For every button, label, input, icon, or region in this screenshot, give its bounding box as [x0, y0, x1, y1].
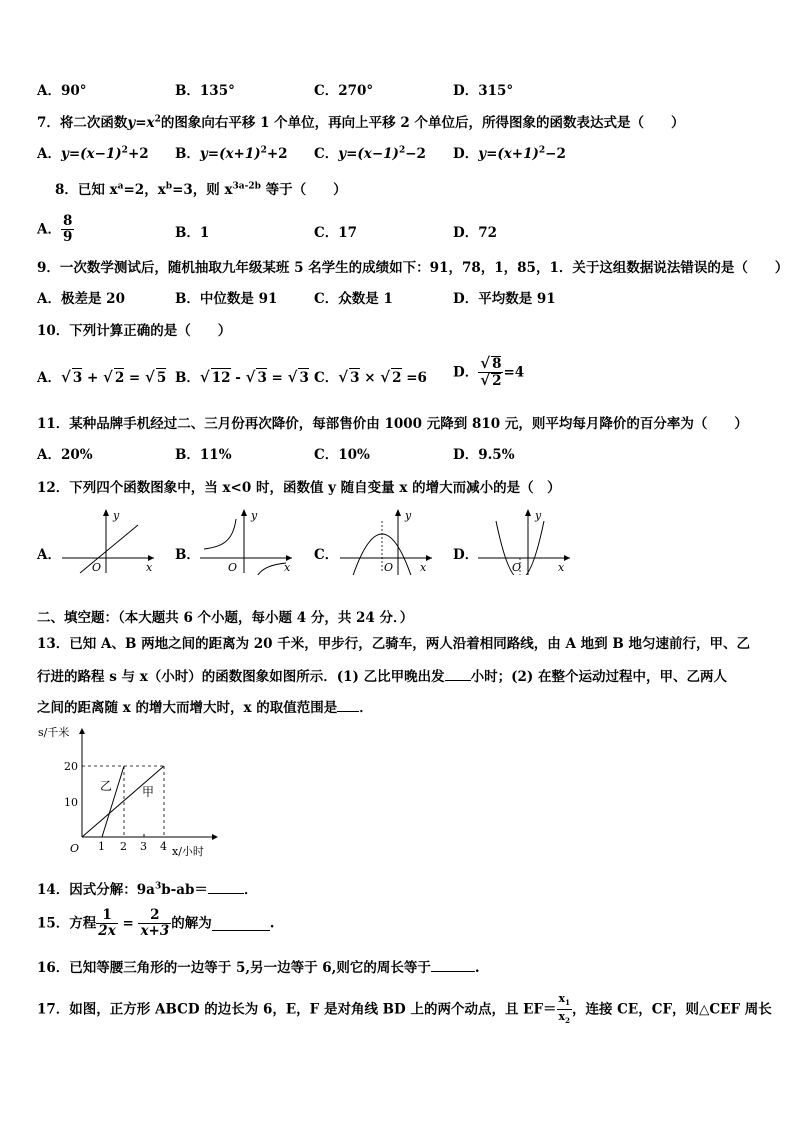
- q9-option-d: D．平均数是 91: [453, 291, 556, 307]
- q11-option-c: C．10%: [314, 447, 370, 463]
- q16-blank[interactable]: [431, 957, 475, 972]
- q10-option-a: A．√ 3 + √ 2 = √ 5: [37, 368, 167, 386]
- svg-text:2: 2: [120, 840, 127, 853]
- section-2-heading: 二、填空题：（本大题共 6 个小题，每小题 4 分，共 24 分．）: [37, 610, 414, 626]
- q12-graph-b: [200, 507, 300, 575]
- q6-option-c: C．270°: [314, 83, 374, 99]
- svg-text:O: O: [70, 842, 80, 855]
- q11-option-b: B．11%: [175, 447, 232, 463]
- svg-text:O: O: [92, 561, 102, 574]
- q12-graph-a: [62, 507, 162, 575]
- q8-option-b: B．1: [175, 225, 210, 241]
- q11-stem: 11．某种品牌手机经过二、三月份再次降价，每部售价由 1000 元降到 810 元，则平均每月降价的百分率为（ ）: [37, 416, 748, 432]
- q12-graph-d: [478, 507, 578, 575]
- svg-text:20: 20: [64, 760, 78, 773]
- q13-graph: [38, 722, 228, 862]
- q12-option-a: A．: [37, 547, 61, 563]
- q7-option-d: D．$y=(x+1)^2-2$: [453, 145, 566, 162]
- q10-stem: 10．下列计算正确的是（ ）: [37, 323, 232, 339]
- svg-text:s/千米: s/千米: [38, 726, 70, 739]
- svg-text:O: O: [384, 561, 394, 574]
- q12-option-b: B．: [175, 547, 200, 563]
- q8-option-d: D．72: [453, 225, 497, 241]
- q13-line-3: 之间的距离随 x 的增大而增大时，x 的取值范围是 ．: [37, 697, 373, 717]
- svg-text:x: x: [284, 561, 291, 574]
- q7-option-b: B．$y=(x+1)^2+2$: [175, 145, 288, 162]
- q9-option-a: A．极差是 20: [37, 291, 125, 307]
- svg-text:y: y: [535, 509, 542, 522]
- q9-option-b: B．中位数是 91: [175, 291, 278, 307]
- q13-blank-1[interactable]: [445, 666, 471, 681]
- q12-graph-c: [340, 507, 440, 575]
- q14-stem: 14．因式分解：$9a^3b-ab=$ ．: [37, 879, 257, 899]
- svg-text:O: O: [512, 561, 522, 574]
- svg-text:y: y: [113, 509, 120, 522]
- q7-option-c: C．$y=(x-1)^2-2$: [314, 145, 426, 162]
- q17-stem: 17．如图，正方形 ABCD 的边长为 6，E，F 是对角线 BD 上的两个动点，且 EF＝ $\frac{x_1}{x_2}$ ，连接 CE，CF，则△CEF 周长: [37, 992, 772, 1026]
- q6-option-d: D．315°: [453, 83, 514, 99]
- q12-option-c: C．: [314, 547, 339, 563]
- q6-option-a: A．90°: [37, 83, 87, 99]
- svg-text:4: 4: [160, 840, 167, 853]
- svg-text:y: y: [405, 509, 412, 522]
- q13-blank-2[interactable]: [337, 697, 359, 712]
- q12-stem: 12．下列四个函数图象中，当 x<0 时，函数值 y 随自变量 x 的增大而减小的是（ ）: [37, 480, 561, 496]
- q9-option-c: C．众数是 1: [314, 291, 393, 307]
- q10-option-d: D． $\frac{√ 8}{√ 2}$ =4: [453, 354, 525, 389]
- q13-line-1: 13．已知 A、B 两地之间的距离为 20 千米，甲步行，乙骑车，两人沿着相同路线，由 A 地到 B 地匀速前行，甲、乙: [37, 636, 750, 652]
- q14-blank[interactable]: [208, 879, 244, 894]
- q13-line-2: 行进的路程 s 与 x（小时）的函数图象如图所示．(1) 乙比甲晚出发 小时；(2) 在整个运动过程中，甲、乙两人: [37, 666, 727, 686]
- svg-text:甲: 甲: [142, 785, 155, 799]
- q11-option-a: A．20%: [37, 447, 93, 463]
- svg-text:x/小时: x/小时: [172, 845, 204, 858]
- svg-text:O: O: [228, 561, 238, 574]
- q8-option-c: C．17: [314, 225, 358, 241]
- svg-text:1: 1: [98, 840, 105, 853]
- svg-text:乙: 乙: [100, 779, 113, 793]
- q10-option-c: C．√ 3 × √ 2 =6: [314, 368, 427, 386]
- svg-text:y: y: [251, 509, 258, 522]
- svg-text:x: x: [558, 561, 565, 574]
- q9-stem: 9．一次数学测试后，随机抽取九年级某班 5 名学生的成绩如下：91，78，1，85，1．关于这组数据说法错误的是（ ）: [37, 260, 789, 276]
- svg-text:10: 10: [64, 796, 78, 809]
- q15-blank[interactable]: [212, 916, 270, 931]
- q8-option-a: A． $\frac{8}{9}$: [37, 213, 73, 245]
- svg-text:x: x: [146, 561, 153, 574]
- q15-stem: 15．方程 $\frac{1}{2x}$ = $\frac{2}{x+3}$ 的解为 .: [37, 907, 275, 939]
- q10-option-b: B．√ 12 - √ 3 = √ 3: [175, 368, 309, 386]
- q16-stem: 16．已知等腰三角形的一边等于 5,另一边等于 6,则它的周长等于 .: [37, 957, 480, 977]
- q8-stem: 8．已知 $x^a=2$，$x^b=3$，则 $x^{3a-2b}$ 等于（ ）: [55, 181, 347, 198]
- q7-option-a: A．$y=(x-1)^2+2$: [37, 145, 149, 162]
- q12-option-d: D．: [453, 547, 479, 563]
- svg-text:3: 3: [140, 840, 147, 853]
- q6-option-b: B．135°: [175, 83, 235, 99]
- q11-option-d: D．9.5%: [453, 447, 515, 463]
- q7-stem: 7．将二次函数$y=x^2$的图象向右平移 1 个单位，再向上平移 2 个单位后，所得图象的函数表达式是（ ）: [37, 114, 685, 131]
- svg-text:x: x: [420, 561, 427, 574]
